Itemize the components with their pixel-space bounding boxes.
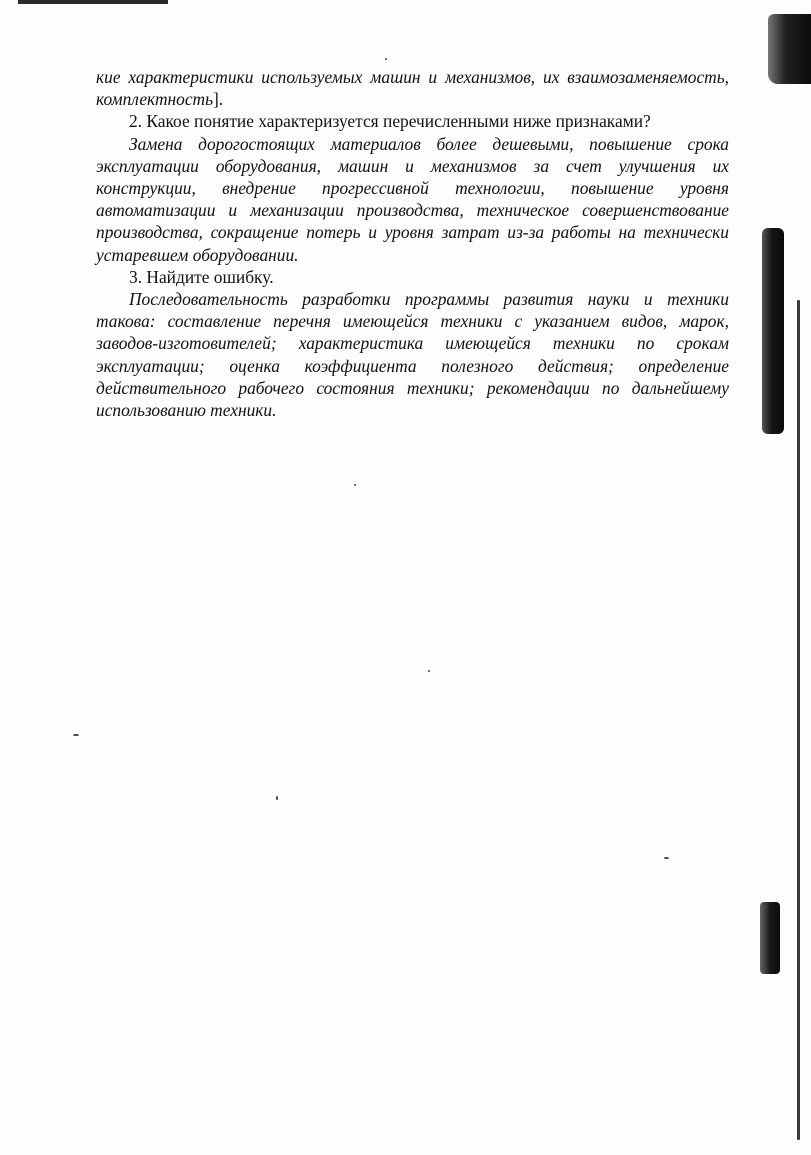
- scan-speck: [354, 484, 356, 486]
- scan-speck: [73, 734, 79, 736]
- scan-edge-shadow-bottom: [760, 902, 780, 974]
- scan-speck: [276, 796, 278, 800]
- question-2: 2. Какое понятие характеризуется перечисленными ниже признаками?: [129, 111, 651, 132]
- continuation-paragraph: [96, 66, 729, 110]
- scan-speck: [428, 670, 430, 672]
- question-2-answer: Замена дорогостоящих материалов более дешевыми, повышение срока эксплуатации оборудования, машин и механизмов за счет улучшения их конструкции, внедрение прогрессивной технологии, повышение уровня автоматизации и механизации производства, техническое совершенствование производства, сокращение потерь и уровня затрат из-за работы на технически устаревшем оборудовании.: [96, 133, 729, 265]
- scan-speck: [385, 58, 387, 60]
- scan-border-top: [18, 0, 168, 4]
- continuation-text: кие характеристики используемых машин и механизмов, их взаимозаменяемость, комплектность: [96, 67, 729, 110]
- question-3: 3. Найдите ошибку.: [129, 266, 274, 287]
- scan-edge-shadow-middle: [762, 228, 784, 434]
- scan-speck: [664, 857, 669, 859]
- scan-edge-line: [797, 300, 800, 1140]
- scan-edge-shadow-top: [768, 14, 811, 84]
- question-3-answer: Последовательность разработки программы развития науки и техники такова: составление перечня имеющейся техники с указанием видов, марок, заводов-изготовителей; характеристика имеющейся техники по срокам эксплуатации; оценка коэффициента полезного действия; определение действительного рабочего состояния техники; рекомендации по дальнейшему использованию техники.: [96, 289, 729, 421]
- continuation-trailing: ].: [213, 89, 224, 110]
- page-text: [96, 66, 729, 421]
